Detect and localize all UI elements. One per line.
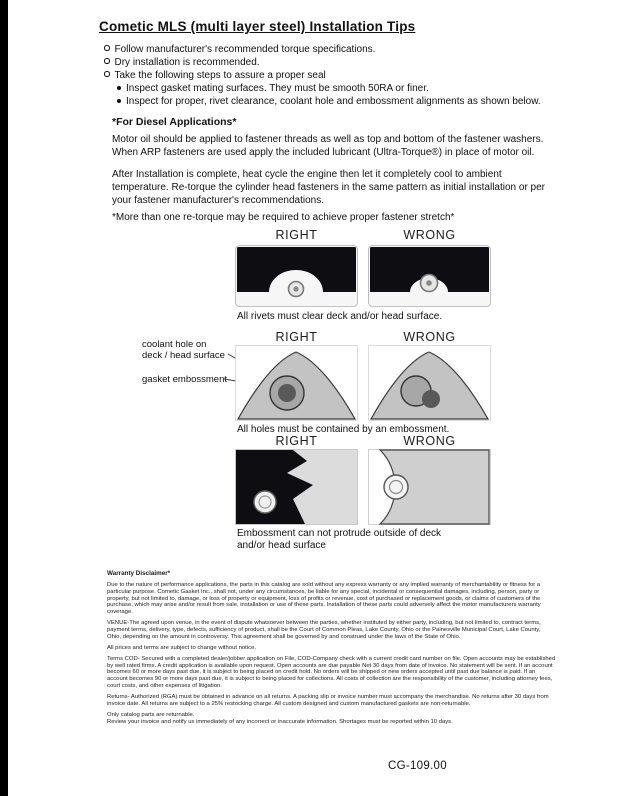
figure-emboss-right — [235, 449, 358, 525]
diesel-para-1: Motor oil should be applied to fastener threads as well as top and bottom of the fastener washers. When ARP fasteners are used apply the included lubricant (Ultra-Torque®) in place of motor oil. — [112, 134, 544, 158]
sub-tip-text: Inspect for proper, rivet clearance, coolant hole and embossment alignments as shown below. — [126, 96, 541, 107]
caption-holes: All holes must be contained by an embossment. — [237, 424, 450, 435]
legal-paragraph: Only catalog parts are returnable. — [107, 711, 195, 718]
coolant-hole-label-line2: deck / head surface — [142, 350, 225, 361]
caption-rivets: All rivets must clear deck and/or head surface. — [237, 311, 443, 322]
caption-emboss-line2: and/or head surface — [237, 540, 326, 551]
dot-bullet-icon — [117, 99, 121, 103]
legal-paragraph: VENUE-The agreed upon venue, in the event of dispute whatsoever between the parties, whether instituted by either party, including, but not limited to, contract terms, payment terms, delivery, type, defects, sufficiency of product, shall be the Court of Common Pleas, Lake County, Ohio or the Painesville Municipal Court, Lake County, Ohio, depending on the amount in controversy. This agreement shall be governed by and construed under the laws of the State of Ohio. — [107, 620, 541, 640]
dot-bullet-icon — [117, 86, 121, 90]
tip-item — [104, 57, 260, 69]
figure-rivet-wrong — [368, 245, 491, 307]
figure-rivet-wrong-art — [368, 245, 491, 307]
legal-section — [107, 571, 556, 730]
figure-rivet-right — [235, 245, 358, 307]
legal-paragraph: Terms COD- Secured with a completed dealer/jobber application on File, COD-Company check with a current credit card number on file. Open accounts may be established by well rated firms. A credit application is available upon request. Open accounts are due payable Net 30 days from date of invoice. No statement will be sent. If an account becomes 60 or more days past due, it is subject to being placed on credit hold. No orders will be shipped or new orders accepted until past due balance is paid. If an account becomes 90 or more days past due, it is subject to being placed for collections. All costs of collection are the responsibility of the customer, including attorney fees, court costs, and other expenses of litigation. — [107, 656, 556, 689]
page-edge-bar — [0, 0, 8, 796]
legal-paragraph: All prices and terms are subject to change without notice. — [107, 644, 256, 651]
figure-emboss-wrong-art — [368, 449, 491, 525]
page-number: CG-109.00 — [388, 760, 447, 772]
figure-holes-wrong — [368, 345, 491, 421]
diesel-heading: *For Diesel Applications* — [112, 116, 237, 128]
tip-text: Dry installation is recommended. — [114, 57, 260, 68]
tip-text: Take the following steps to assure a proper seal — [114, 70, 326, 81]
figure2-right-label: RIGHT — [275, 330, 318, 344]
figure3-wrong-label: WRONG — [403, 434, 456, 448]
diesel-para-2: After Installation is complete, heat cycle the engine then let it completely cool to ambient temperature. Re-torque the cylinder head fasteners in the same pattern as initial installation or per your fastener manufacturer's recommendations. — [112, 169, 546, 206]
sub-tip-item — [117, 83, 429, 95]
tip-item — [104, 44, 375, 56]
coolant-hole-label-line1: coolant hole on — [142, 339, 207, 350]
page-title: Cometic MLS (multi layer steel) Installation Tips — [99, 19, 416, 34]
tip-item — [104, 70, 326, 82]
legal-paragraph: Review your invoice and notify us immediately of any incorrect or inaccurate information. Shortages must be reported within 10 days. — [107, 718, 453, 725]
figure2-wrong-label: WRONG — [403, 330, 456, 344]
sub-tip-item — [117, 96, 541, 108]
figure-holes-right — [235, 345, 358, 421]
circle-bullet-icon — [104, 71, 110, 77]
figure-holes-wrong-art — [368, 345, 491, 421]
figure-emboss-wrong — [368, 449, 491, 525]
figure-emboss-right-art — [235, 449, 358, 525]
legal-paragraph: Due to the nature of performance applications, the parts in this catalog are sold without any express warranty or any implied warranty of merchantability or fitness for a particular purpose. Cometic Gasket Inc., shall not, under any circumstances, be liable for any special, incidental or consequential damages, including, person, party or property, but not limited to, damage, or loss of property or equipment, loss of profits or revenue, cost of purchased or replacement goods, or claims of customers of the purchase, which may arise and/or result from sale, installation or use of these parts. Installation of these parts could adversely affect the motor manufacturers warranty coverage. — [107, 582, 541, 616]
figure1-right-label: RIGHT — [275, 228, 318, 242]
legal-heading: Warranty Disclaimer* — [107, 570, 171, 577]
diesel-note: *More than one re-torque may be required to achieve proper fastener stretch* — [112, 212, 455, 223]
circle-bullet-icon — [104, 58, 110, 64]
figure3-right-label: RIGHT — [275, 434, 318, 448]
tip-text: Follow manufacturer's recommended torque specifications. — [114, 44, 376, 55]
gasket-embossment-label: gasket embossment — [142, 374, 228, 385]
figure1-wrong-label: WRONG — [403, 228, 456, 242]
figure-holes-right-art — [235, 345, 358, 421]
caption-emboss-line1: Embossment can not protrude outside of deck — [237, 528, 442, 539]
figure-rivet-right-art — [235, 245, 358, 307]
sub-tip-text: Inspect gasket mating surfaces. They must be smooth 50RA or finer. — [126, 83, 429, 94]
circle-bullet-icon — [104, 45, 110, 51]
legal-paragraph: Returns- Authorized (RGA) must be obtained in advance on all returns. A packing slip or invoice number must accompany the merchandise. No returns after 30 days from invoice date. All returns are subject to a 25% restocking charge. All custom designed and custom manufactured gaskets are non-returnable. — [107, 694, 549, 707]
